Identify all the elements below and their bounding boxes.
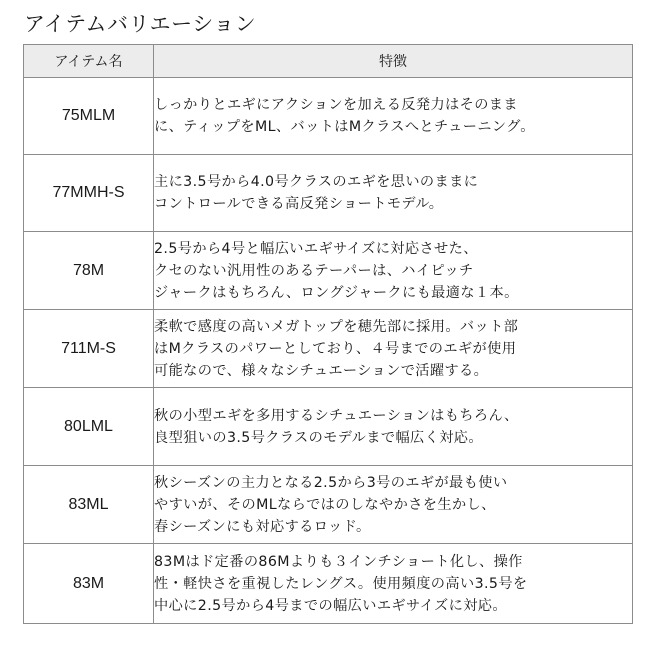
feature-line: 2.5号から4号と幅広いエギサイズに対応させた、 (154, 240, 478, 257)
header-item-name: アイテム名 (24, 45, 154, 78)
table-row (24, 544, 633, 624)
item-feature-cell (154, 466, 633, 544)
feature-line: 良型狙いの3.5号クラスのモデルまで幅広く対応。 (154, 429, 483, 446)
feature-line: しっかりとエギにアクションを加える反発力はそのまま (154, 97, 518, 113)
item-name-cell: 80LML (24, 388, 154, 466)
table-row (24, 388, 633, 466)
item-name-cell: 78M (24, 232, 154, 310)
item-name-cell: 75MLM (24, 78, 154, 155)
feature-line: はMクラスのパワーとしており、４号までのエギが使用 (154, 340, 517, 357)
item-feature-cell (154, 310, 633, 388)
feature-line: 83Mはド定番の86Mよりも３インチショート化し、操作 (154, 553, 523, 570)
feature-line: 可能なので、様々なシチュエーションで活躍する。 (154, 362, 489, 379)
table-row (24, 310, 633, 388)
feature-line: 秋シーズンの主力となる2.5から3号のエギが最も使い (154, 474, 508, 491)
item-name-cell: 77MMH-S (24, 155, 154, 232)
item-name-cell: 83ML (24, 466, 154, 544)
table-row (24, 155, 633, 232)
item-feature-cell (154, 78, 633, 155)
page-title: アイテムバリエーション (24, 12, 257, 36)
feature-line: クセのない汎用性のあるテーパーは、ハイピッチ (154, 262, 474, 279)
feature-line: ジャークはもちろん、ロングジャークにも最適な１本。 (154, 284, 519, 301)
feature-line: 秋の小型エギを多用するシチュエーションはもちろん、 (154, 407, 519, 424)
feature-line: 性・軽快さを重視したレングス。使用頻度の高い3.5号を (154, 575, 528, 592)
header-feature: 特徴 (154, 45, 633, 78)
feature-line: 春シーズンにも対応するロッド。 (154, 518, 371, 535)
item-feature-cell (154, 388, 633, 466)
item-name-cell: 711M-S (24, 310, 154, 388)
table-row (24, 466, 633, 544)
feature-line: 中心に2.5号から4号までの幅広いエギサイズに対応。 (154, 597, 507, 614)
feature-line: に、ティップをML、バットはMクラスへとチューニング。 (154, 119, 535, 135)
table-row (24, 78, 633, 155)
item-feature-cell (154, 155, 633, 232)
feature-line: コントロールできる高反発ショートモデル。 (154, 196, 444, 212)
table-header-row (24, 45, 633, 78)
item-feature-cell (154, 232, 633, 310)
item-feature-cell (154, 544, 633, 624)
feature-line: 柔軟で感度の高いメガトップを穂先部に採用。バット部 (154, 318, 519, 335)
table-row (24, 232, 633, 310)
feature-line: 主に3.5号から4.0号クラスのエギを思いのままに (154, 174, 479, 190)
item-name-cell: 83M (24, 544, 154, 624)
feature-line: やすいが、そのMLならではのしなやかさを生かし、 (154, 496, 496, 513)
item-variation-table (23, 44, 633, 624)
